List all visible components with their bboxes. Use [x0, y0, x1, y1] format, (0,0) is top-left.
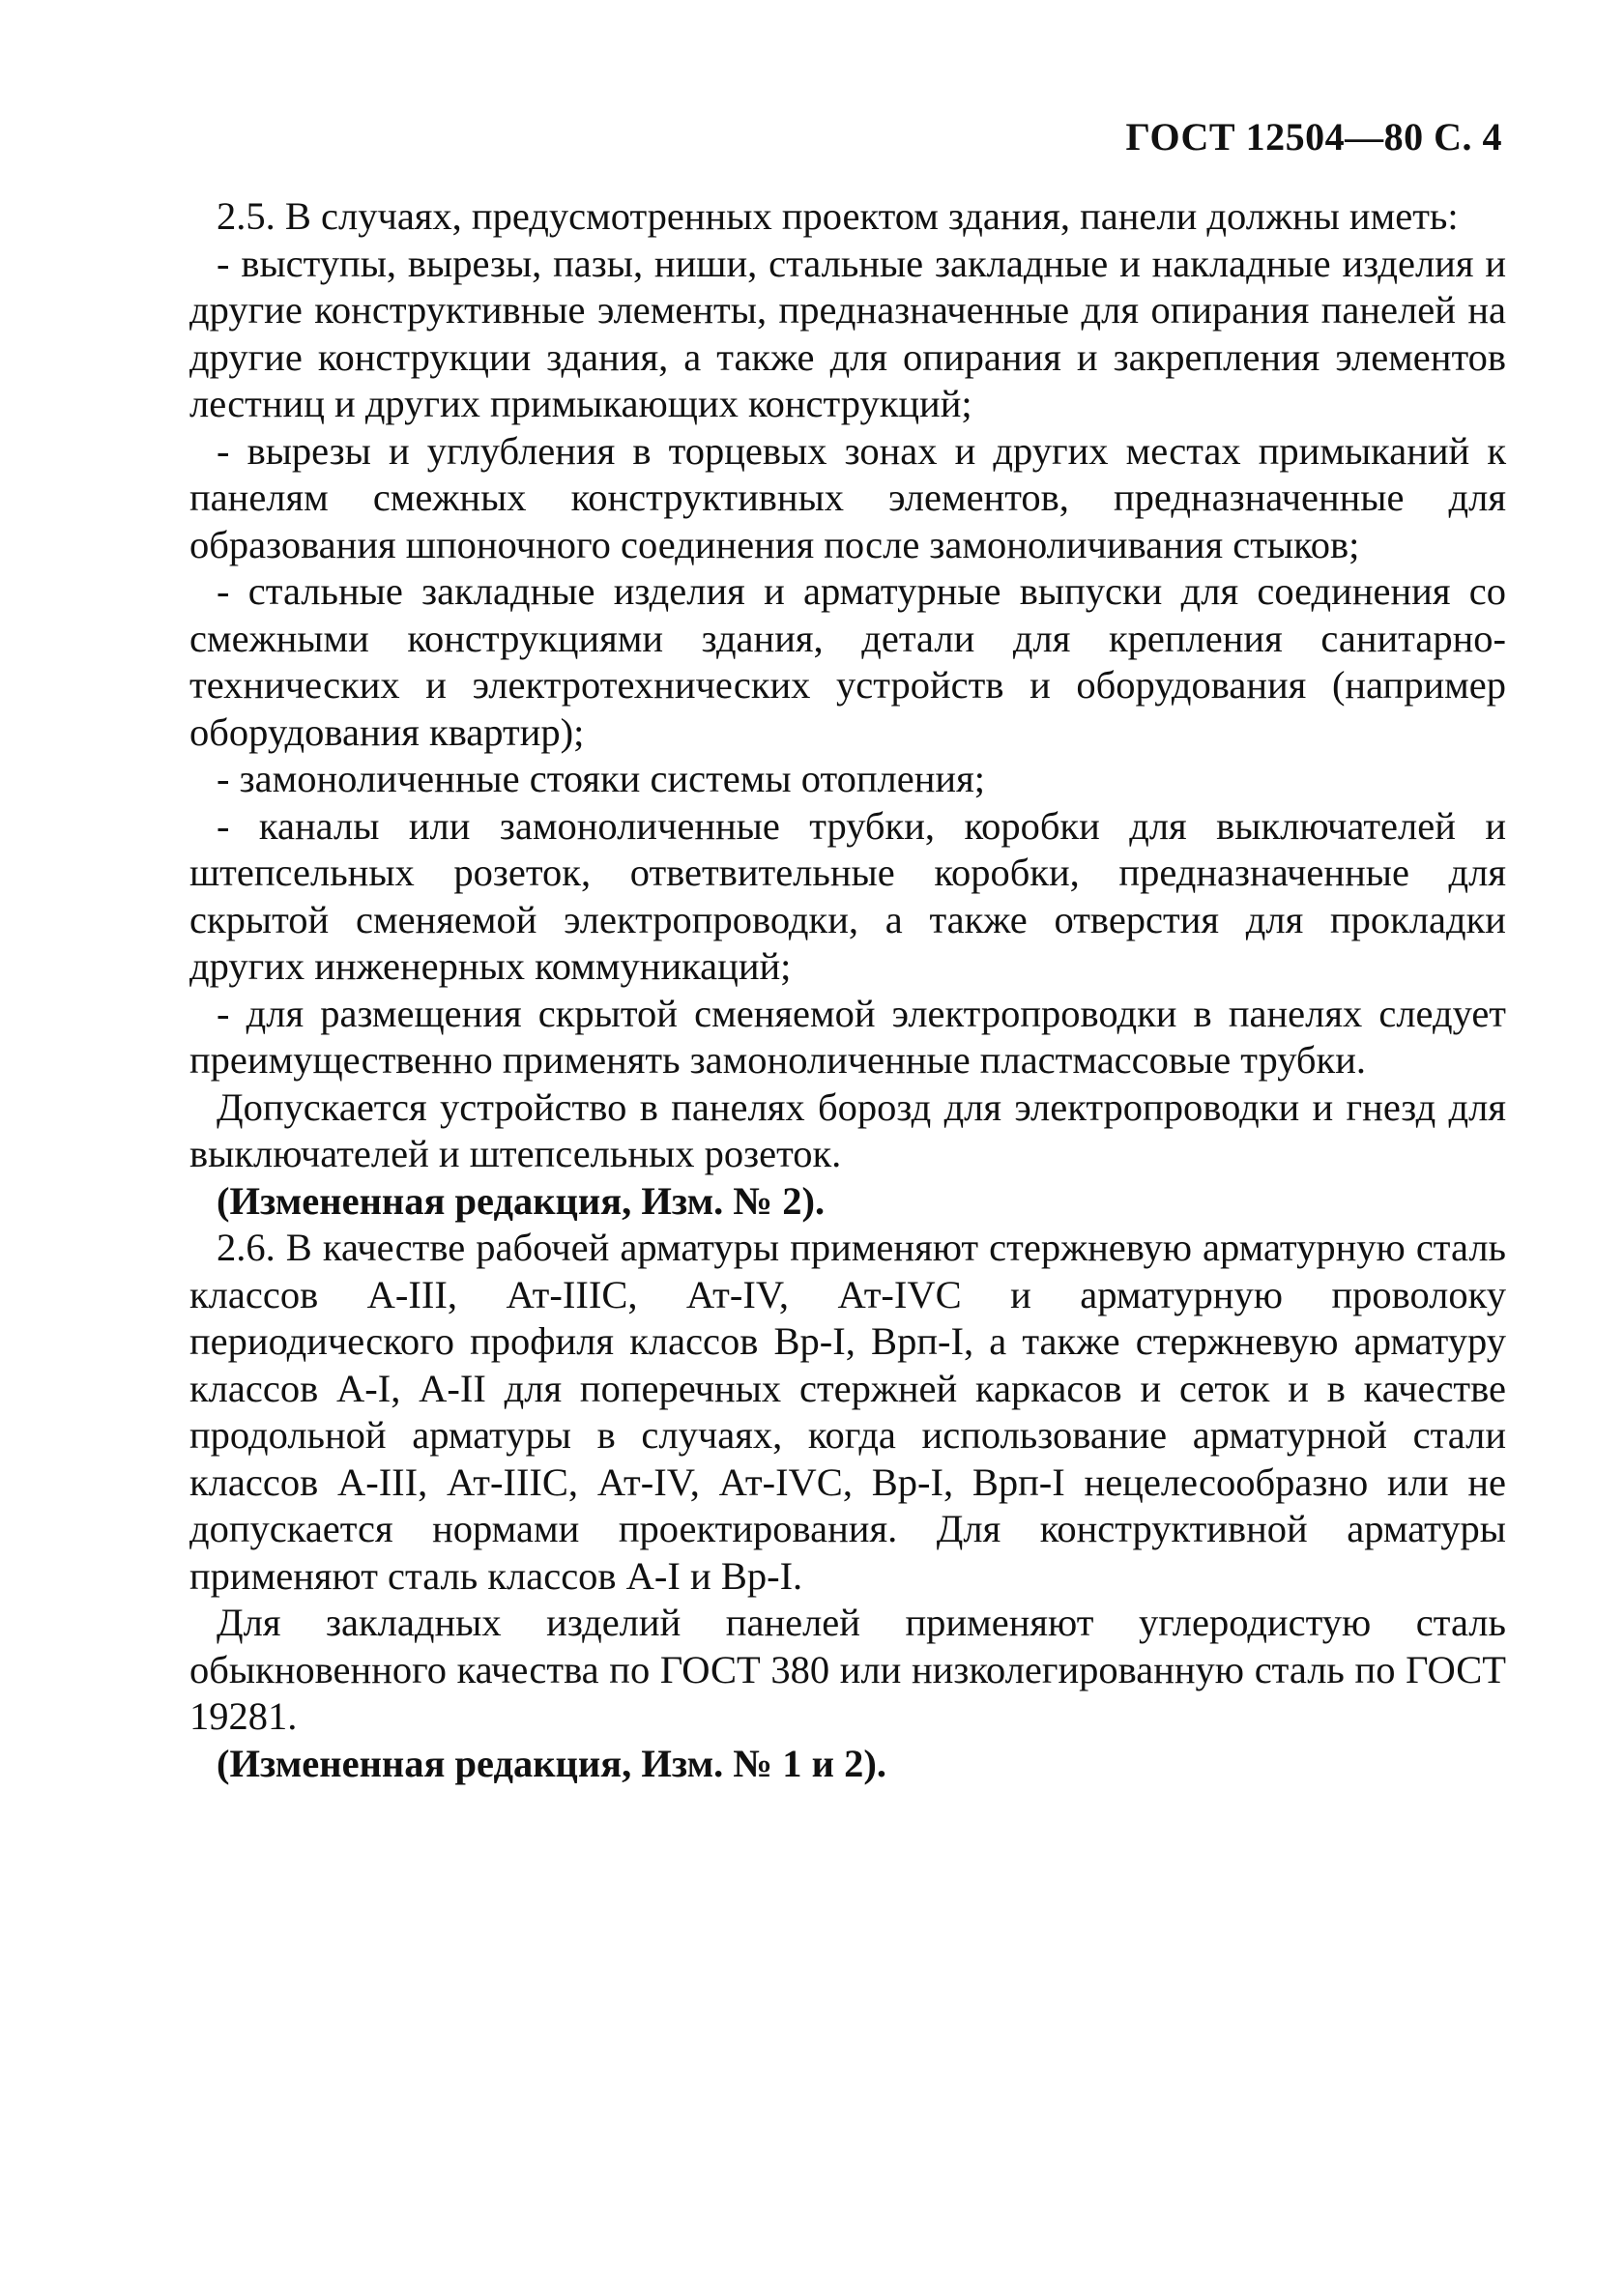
running-header: ГОСТ 12504—80 С. 4: [1125, 115, 1502, 159]
paragraph-embedded-steel: Для закладных изделий панелей применяют углеродистую сталь обыкновенного качества по ГОСТ 380 или низколегированную сталь по ГОСТ 19281.: [189, 1601, 1506, 1738]
list-item-channels: - каналы или замоноличенные трубки, коробки для выключателей и штепсельных розеток, ответвительные коробки, предназначенные для скрытой сменяемой электропроводки, а также отверстия для прокладки других инженерных коммуникаций;: [189, 803, 1506, 988]
paragraph-grooves-allowed: Допускается устройство в панелях борозд для электропроводки и гнезд для выключателей и штепсельных розеток.: [189, 1084, 1506, 1175]
list-item-heating-risers: - замоноличенные стояки системы отопления;: [217, 757, 985, 800]
list-item-plastic-tubes: - для размещения скрытой сменяемой электропроводки в панелях следует преимущественно применять замоноличенные пластмассовые трубки.: [189, 991, 1506, 1082]
body-text: [189, 193, 1506, 1787]
clause-2-5: 2.5. В случаях, предусмотренных проектом здания, панели должны иметь:: [217, 194, 1459, 238]
list-item-recesses: - вырезы и углубления в торцевых зонах и других местах примыканий к панелям смежных конструктивных элементов, предназначенные для образования шпоночного соединения после замоноличивания стыков;: [189, 428, 1506, 566]
amendment-note-1-2: (Измененная редакция, Изм. № 1 и 2).: [217, 1741, 886, 1785]
list-item-projections: - выступы, вырезы, пазы, ниши, стальные закладные и накладные изделия и другие конструктивные элементы, предназначенные для опирания панелей на другие конструкции здания, а также для опирания и закрепления элементов лестниц и других примыкающих конструкций;: [189, 241, 1506, 425]
list-item-embedded-parts: - стальные закладные изделия и арматурные выпуски для соединения со смежными конструкциями здания, детали для крепления санитарно-технических и электротехнических устройств и оборудования (например оборудования квартир);: [189, 569, 1506, 754]
clause-2-6: 2.6. В качестве рабочей арматуры применяют стержневую арматурную сталь классов А-III, Ат-IIIС, Ат-IV, Ат-IVС и арматурную проволоку периодического профиля классов Вр-I, Врп-I, а также стержневую арматуру классов А-I, А-II для поперечных стержней каркасов и сеток и в качестве продольной арматуры в случаях, когда использование арматурной стали классов А-III, Ат-IIIС, Ат-IV, Ат-IVС, Вр-I, Врп-I нецелесообразно или не допускается нормами проектирования. Для конструктивной арматуры применяют сталь классов А-I и Вр-I.: [189, 1226, 1506, 1598]
amendment-note-2: (Измененная редакция, Изм. № 2).: [217, 1178, 826, 1223]
